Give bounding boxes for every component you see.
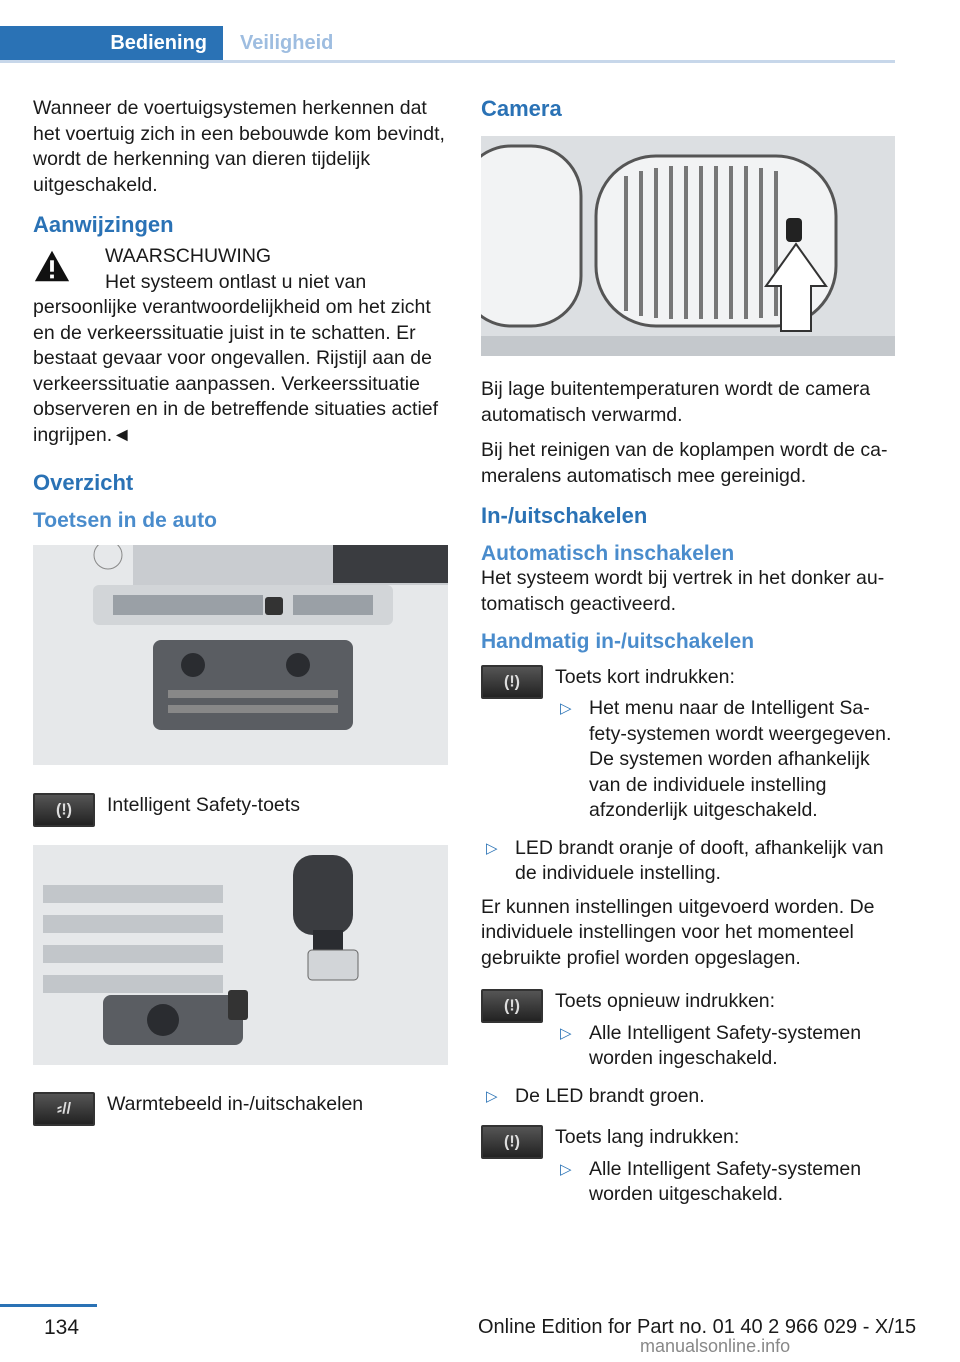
warning-body: Het systeem ontlast u niet van persoonlijke verantwoordelijkheid om het zicht en de verkeerssituatie juist in te schatten. Er bestaat gevaar voor ongevallen. Rijstijl aan de verkeerssituatie aanpassen. Verkeerssituatie observeren en in de betreffende situaties actief ingrijpen.◄ [33, 270, 439, 446]
intelligent-safety-key-icon: (!) [481, 665, 543, 699]
warning-block [33, 244, 448, 292]
right-column [481, 96, 895, 1220]
camera-para-1: Bij lage buitentemperaturen wordt de camera automatisch verwarmd. [481, 378, 871, 426]
again-press-label: Toets opnieuw indrukken: [555, 990, 776, 1012]
safety-key-label: Intelligent Safety-toets [107, 793, 300, 816]
page-number: 134 [44, 1316, 80, 1339]
warning-title: WAARSCHUWING [105, 244, 272, 267]
auto-heading: Automatisch inschakelen [481, 541, 735, 565]
settings-text: Er kunnen instellingen uitgevoerd worden. De individuele instellingen voor het momenteel gebruikte profiel worden opgeslagen. [481, 895, 875, 969]
tab-veiligheid[interactable]: Veiligheid [240, 32, 334, 54]
intro-paragraph: Wanneer de voertuigsystemen herkennen dat het voertuig zich in een bebouwde kom bevindt, wordt de herkenning van dieren tijdelijk uitgeschakeld. [33, 97, 445, 196]
long-press-bullet: ▷ Alle Intelligent Safety-systemen worden uitgeschakeld. [555, 1157, 895, 1208]
led-bullet: ▷ LED brandt oranje of dooft, afhankelijk van de individuele instelling. [481, 836, 895, 887]
green-led-bullet: ▷ De LED brandt groen. [481, 1084, 895, 1110]
again-press-block [481, 989, 895, 1080]
intelligent-safety-key-icon: (!) [33, 793, 95, 827]
long-press-label: Toets lang indrukken: [555, 1126, 740, 1148]
camera-heading: Camera [481, 96, 562, 121]
intelligent-safety-key-icon: (!) [481, 1125, 543, 1159]
dashboard-illustration [33, 545, 448, 765]
camera-para-2: Bij het reinigen van de koplampen wordt de cameralens automatisch mee gereinigd. [481, 439, 888, 487]
onoff-heading: In-/uitschakelen [481, 503, 648, 528]
manual-heading: Handmatig in-/uitschakelen [481, 630, 755, 653]
intelligent-safety-key-icon: (!) [481, 989, 543, 1023]
short-press-block [481, 665, 895, 832]
edition-text: Online Edition for Part no. 01 40 2 966 029 - X/15 [478, 1316, 917, 1338]
steering-column-illustration [33, 845, 448, 1065]
notes-heading: Aanwijzingen [33, 212, 174, 237]
tab-underline [0, 60, 895, 63]
auto-text: Het systeem wordt bij vertrek in het donker automatisch geactiveerd. [481, 567, 885, 615]
safety-key-row [33, 793, 448, 827]
night-vision-key-icon: ⸗// [33, 1092, 95, 1126]
chapter-tabs [0, 26, 223, 62]
buttons-heading: Toetsen in de auto [33, 508, 217, 532]
tab-bediening[interactable]: Bediening [0, 26, 223, 60]
footer-rule [0, 1304, 97, 1307]
short-press-bullet: ▷ Het menu naar de Intelligent Safety-systemen wordt weergegeven. De systemen worden afhankelijk van de individuele instelling afzonderlijk uitgeschakeld. [555, 696, 895, 824]
long-press-block [481, 1125, 895, 1216]
camera-grille-illustration [481, 136, 895, 356]
left-column [33, 96, 448, 1136]
night-vision-key-label: Warmtebeeld in-/uitschakelen [107, 1093, 364, 1115]
warning-triangle-icon [33, 248, 71, 284]
short-press-label: Toets kort indrukken: [555, 665, 735, 688]
again-press-bullet: ▷ Alle Intelligent Safety-systemen worden ingeschakeld. [555, 1021, 895, 1072]
watermark: manualsonline.info [640, 1336, 791, 1356]
overview-heading: Overzicht [33, 470, 134, 495]
night-vision-key-row [33, 1092, 448, 1126]
